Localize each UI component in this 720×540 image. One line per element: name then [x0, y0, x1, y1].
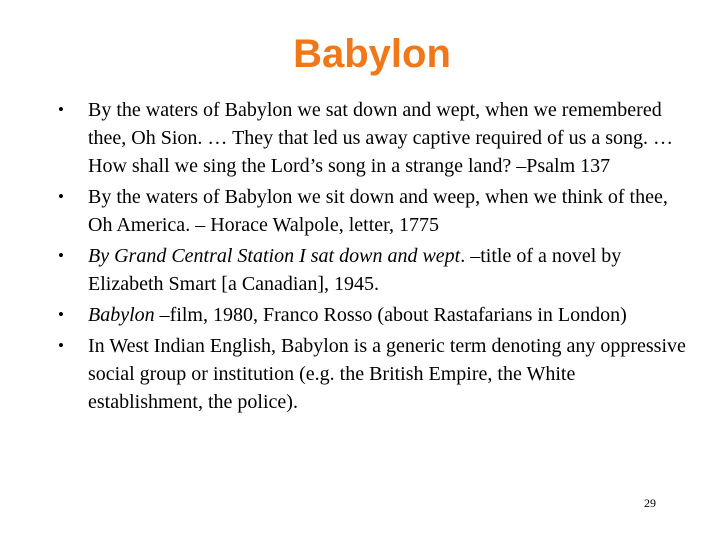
- bullet-item-2: [58, 183, 688, 239]
- bullet-item-1: [58, 96, 688, 180]
- bullet-icon: •: [58, 187, 64, 206]
- bullet-list: [58, 96, 688, 419]
- bullet-icon: •: [58, 100, 64, 119]
- bullet-text: . –title of a novel by Elizabeth Smart [a Canadian], 1945.: [88, 245, 622, 295]
- novel-title: By Grand Central Station I sat down and wept: [88, 245, 461, 267]
- bullet-item-5: [58, 332, 688, 416]
- bullet-text: By the waters of Babylon we sit down and weep, when we think of thee, Oh America. – Horace Walpole, letter, 1775: [88, 186, 668, 236]
- bullet-item-4: [58, 301, 688, 329]
- bullet-text: In West Indian English, Babylon is a generic term denoting any oppressive social group or institution (e.g. the British Empire, the White establishment, the police).: [88, 335, 686, 413]
- slide-title: Babylon: [293, 32, 451, 76]
- bullet-icon: •: [58, 246, 64, 265]
- bullet-item-3: [58, 242, 688, 298]
- bullet-icon: •: [58, 305, 64, 324]
- page-number: 29: [644, 496, 656, 510]
- bullet-text: –film, 1980, Franco Rosso (about Rastafarians in London): [154, 304, 627, 326]
- bullet-text: By the waters of Babylon we sat down and wept, when we remembered thee, Oh Sion. … They that led us away captive required of us a song. … How shall we sing the Lord’s song in a strange land? –Psalm 137: [88, 99, 674, 177]
- bullet-icon: •: [58, 336, 64, 355]
- film-title: Babylon: [88, 304, 155, 326]
